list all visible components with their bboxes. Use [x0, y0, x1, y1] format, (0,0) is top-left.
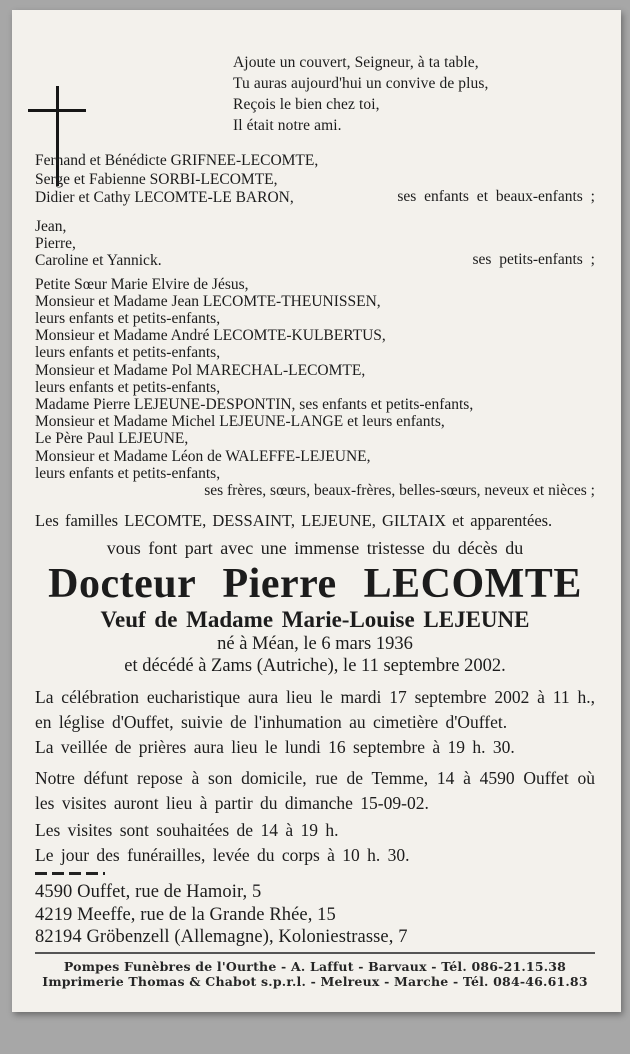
- mourner-name: Fernand et Bénédicte GRIFNEE-LECOMTE,: [35, 152, 319, 169]
- address-line: 4219 Meeffe, rue de la Grande Rhée, 15: [35, 904, 336, 925]
- children-block: [35, 152, 595, 208]
- mourner-name: Caroline et Yannick.: [35, 251, 162, 269]
- cross-horizontal-bar: [28, 109, 86, 112]
- address-line: 82194 Gröbenzell (Allemagne), Koloniestrasse, 7: [35, 927, 408, 948]
- mourner-name: Monsieur et Madame Pol MARECHAL-LECOMTE,: [35, 361, 366, 379]
- dash-separator: [35, 872, 105, 875]
- mourner-name: Petite Sœur Marie Elvire de Jésus,: [35, 275, 249, 293]
- address-line: 4590 Ouffet, rue de Hamoir, 5: [35, 882, 262, 903]
- grandchildren-block: [35, 218, 595, 269]
- visits-paragraph: Les visites sont souhaitées de 14 à 19 h.: [35, 820, 339, 841]
- vigil-paragraph: La veillée de prières aura lieu le lundi 16 septembre à 19 h. 30.: [35, 737, 515, 758]
- mourner-name: Monsieur et Madame Jean LECOMTE-THEUNISSEN,: [35, 292, 381, 310]
- deceased-relationship: Veuf de Madame Marie-Louise LEJEUNE: [100, 607, 530, 633]
- announcement-line: vous font part avec une immense tristesse du décès du: [106, 538, 524, 559]
- mourner-name: Le Père Paul LEJEUNE,: [35, 430, 189, 448]
- relatives-block: [35, 276, 595, 500]
- ceremony-paragraph: La célébration eucharistique aura lieu le mardi 17 septembre 2002 à 11 h., en léglise d'Ouffet, suivie de l'inhumation au cimetière d'Ouffet.: [35, 687, 595, 733]
- mourner-name: leurs enfants et petits-enfants,: [35, 378, 221, 396]
- mourner-name: Monsieur et Madame Michel LEJEUNE-LANGE et leurs enfants,: [35, 413, 445, 431]
- verse-line: Tu auras aujourd'hui un convive de plus,: [233, 75, 489, 92]
- printer-line: Imprimerie Thomas & Chabot s.p.r.l. - Melreux - Marche - Tél. 084-46.61.83: [42, 974, 588, 990]
- mourner-name: leurs enfants et petits-enfants,: [35, 344, 221, 362]
- mourner-name: Madame Pierre LEJEUNE-DESPONTIN, ses enfants et petits-enfants,: [35, 395, 474, 413]
- relatives-relation-label: ses frères, sœurs, beaux-frères, belles-sœurs, neveux et nièces ;: [204, 481, 595, 499]
- mourner-name: leurs enfants et petits-enfants,: [35, 309, 221, 327]
- families-line: Les familles LECOMTE, DESSAINT, LEJEUNE, GILTAIX et apparentées.: [35, 511, 553, 531]
- verse-line: Reçois le bien chez toi,: [233, 96, 380, 113]
- addresses-block: [35, 881, 595, 949]
- mourner-name: Serge et Fabienne SORBI-LECOMTE,: [35, 170, 278, 188]
- footer-divider: [35, 952, 595, 954]
- opening-verse: [233, 52, 595, 136]
- funeral-home-line: Pompes Funèbres de l'Ourthe - A. Laffut - Barvaux - Tél. 086-21.15.38: [63, 958, 567, 974]
- grandchildren-relation-label: ses petits-enfants ;: [472, 250, 595, 268]
- verse-line: Il était notre ami.: [233, 117, 342, 134]
- verse-line: Ajoute un couvert, Seigneur, à ta table,: [233, 54, 479, 71]
- mourner-name: Jean,: [35, 217, 67, 235]
- memorial-card: [12, 10, 621, 1012]
- repose-paragraph: Notre défunt repose à son domicile, rue de Temme, 14 à 4590 Ouffet où les visites auront lieu à partir du dimanche 15-09-02.: [35, 768, 595, 814]
- death-line: et décédé à Zams (Autriche), le 11 septembre 2002.: [124, 656, 506, 677]
- card-content: [12, 52, 621, 1054]
- funeral-day-paragraph: Le jour des funérailles, levée du corps à 10 h. 30.: [35, 845, 410, 866]
- mourner-name: Monsieur et Madame Léon de WALEFFE-LEJEUNE,: [35, 447, 371, 465]
- deceased-name: Docteur Pierre LECOMTE: [48, 561, 582, 608]
- mourner-name: Monsieur et Madame André LECOMTE-KULBERTUS,: [35, 327, 386, 345]
- mourner-name: Pierre,: [35, 234, 76, 252]
- printer-footer: [35, 959, 595, 990]
- mourner-name: leurs enfants et petits-enfants,: [35, 464, 221, 482]
- mourner-name: Didier et Cathy LECOMTE-LE BARON,: [35, 189, 294, 206]
- birth-line: né à Méan, le 6 mars 1936: [217, 634, 413, 655]
- children-relation-label: ses enfants et beaux-enfants ;: [397, 188, 595, 205]
